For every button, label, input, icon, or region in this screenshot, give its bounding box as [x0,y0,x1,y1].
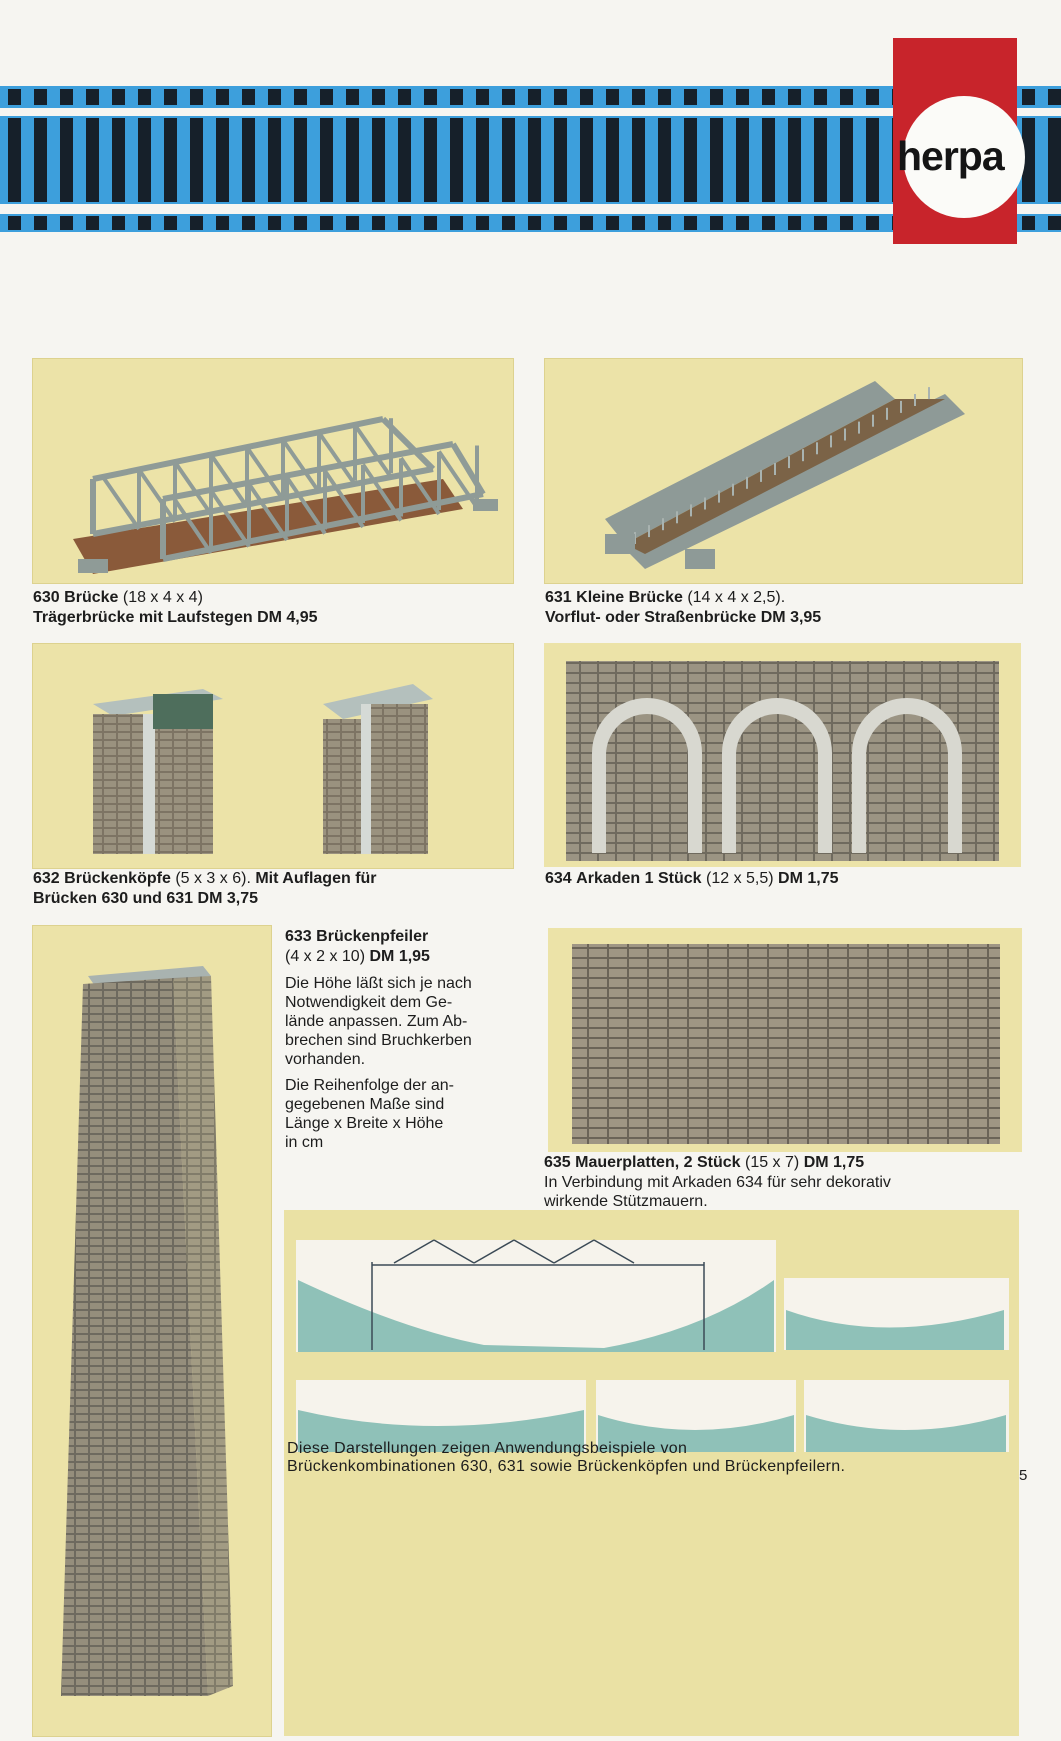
desc1-line: lände anpassen. Zum Ab- [285,1013,468,1030]
caption-633-desc2 [285,1076,525,1152]
photo-630-bridge [32,358,514,584]
caption-635 [544,1153,891,1211]
caption-631-number: 631 [545,589,572,606]
caption-635-price: DM 1,75 [803,1154,865,1171]
caption-631-dims: (14 x 4 x 2,5). [687,589,786,606]
caption-631 [545,588,821,628]
caption-632-number: 632 [33,870,60,887]
caption-630-dims: (18 x 4 x 4) [122,589,203,606]
caption-635-desc [544,1173,891,1211]
caption-635-number: 635 [544,1154,571,1171]
caption-633-name: Brückenpfeiler [316,928,429,945]
photo-635-wall-plates [548,928,1022,1152]
truss-bridge-illustration [33,359,513,583]
desc2-line: in cm [285,1134,324,1151]
photo-633-pillar [32,925,272,1737]
pillar-illustration [33,926,271,1736]
caption-634 [545,869,839,889]
caption-635-name: Mauerplatten, 2 Stück [575,1154,741,1171]
caption-633-desc1 [285,974,525,1069]
herpa-logo [893,38,1017,244]
caption-631-line2: Vorflut- oder Straßenbrücke DM 3,95 [545,609,822,626]
caption-633-dims: (4 x 2 x 10) [285,948,366,965]
desc1-line: Die Höhe läßt sich je nach [285,975,472,992]
caption-634-name: Arkaden 1 Stück [576,870,702,887]
caption-632-name: Brückenköpfe [64,870,171,887]
caption-632-tail: Mit Auflagen für [255,870,377,887]
caption-630-line2: Trägerbrücke mit Laufstegen DM 4,95 [33,609,318,626]
diagram-caption [287,1440,845,1476]
desc2-line: Länge x Breite x Höhe [285,1115,444,1132]
logo-text: herpa [897,133,1004,179]
photo-632-abutments [32,643,514,869]
small-bridge-illustration [545,359,1022,583]
desc1-line: vorhanden. [285,1051,366,1068]
caption-630-name: Brücke [64,589,119,606]
diagram-caption-line: Diese Darstellungen zeigen Anwendungsbeispiele von [287,1440,688,1457]
caption-632-line2: Brücken 630 und 631 DM 3,75 [33,890,258,907]
caption-634-dims: (12 x 5,5) [706,870,774,887]
text-633 [285,927,525,1152]
arcades-illustration [544,643,1021,867]
desc2-line: Die Reihenfolge der an- [285,1077,454,1094]
caption-630-number: 630 [33,589,60,606]
photo-634-arcades [544,643,1021,867]
caption-633-number: 633 [285,928,312,945]
caption-632 [33,869,377,909]
page-number: 5 [1019,1467,1028,1484]
desc1-line: Notwendigkeit dem Ge- [285,994,453,1011]
desc-line: wirkende Stützmauern. [544,1193,708,1210]
desc-line: In Verbindung mit Arkaden 634 für sehr dekorativ [544,1174,891,1191]
caption-631-name: Kleine Brücke [576,589,683,606]
caption-630 [33,588,318,628]
desc2-line: gegebenen Maße sind [285,1096,445,1113]
diagram-caption-line: Brückenkombinationen 630, 631 sowie Brückenköpfen und Brückenpfeilern. [287,1458,846,1475]
abutments-illustration [33,644,513,868]
caption-634-price: DM 1,75 [778,870,839,887]
caption-633-price: DM 1,95 [369,948,430,965]
photo-631-small-bridge [544,358,1023,584]
caption-634-number: 634 [545,870,572,887]
desc1-line: brechen sind Bruchkerben [285,1032,472,1049]
wall-plate-illustration [548,928,1022,1152]
caption-632-dims: (5 x 3 x 6). [175,870,251,887]
caption-635-dims: (15 x 7) [744,1154,800,1171]
